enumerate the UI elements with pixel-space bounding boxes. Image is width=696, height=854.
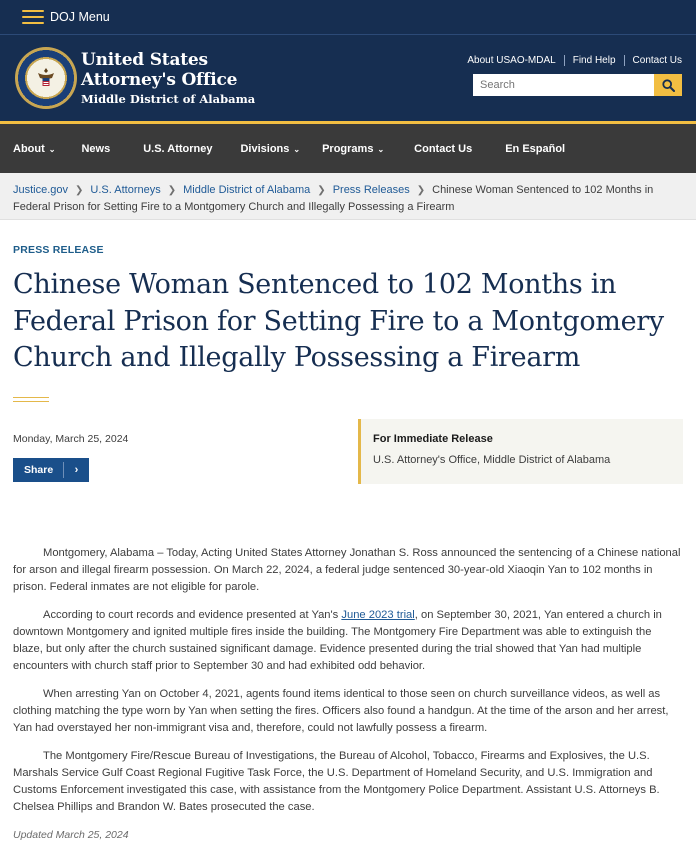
divider xyxy=(564,55,565,66)
search-icon xyxy=(662,79,675,92)
nav-item-divisions[interactable] xyxy=(240,143,300,155)
divider xyxy=(624,55,625,66)
office-name-line1: United States xyxy=(81,50,208,70)
updated-date: Updated March 25, 2024 xyxy=(13,828,129,841)
publish-date: Monday, March 25, 2024 xyxy=(13,432,129,445)
nav-item-about[interactable] xyxy=(13,143,55,155)
article-body xyxy=(13,545,683,816)
find-help-link[interactable]: Find Help xyxy=(572,55,616,66)
article-paragraph: Montgomery, Alabama – Today, Acting United States Attorney Jonathan S. Ross announced the sentencing of a Chinese national for arson and illegal firearm possession. On March 22, 2024, a federal judge sentenced 30-year-old Xiaoqin Yan to 102 months in prison. Federal inmates are not eligible for parole. xyxy=(13,546,681,593)
nav-item-label: News xyxy=(81,142,111,155)
doj-menu-button[interactable]: DOJ Menu xyxy=(50,10,110,24)
chevron-down-icon: ⌄ xyxy=(293,145,301,154)
nav-item-label: About xyxy=(13,142,45,155)
chevron-right-icon: ❯ xyxy=(75,185,84,196)
utility-links xyxy=(467,55,682,66)
paragraph-text: , on September 30, 2021, Yan entered a church in downtown Montgomery and ignited multiple fires inside the building. The Montgomery Fire Department was able to extinguish the blaze, but only after the church sustained significant damage. Evidence presented during the trial showed that Yan had multiple encounters with church staff prior to September 30 and had exhibited odd behavior. xyxy=(13,608,662,672)
nav-item-us-attorney[interactable] xyxy=(143,143,212,155)
breadcrumb-justice-gov[interactable]: Justice.gov xyxy=(13,184,69,196)
office-name-line3: Middle District of Alabama xyxy=(81,92,256,106)
breadcrumb-middle-district[interactable]: Middle District of Alabama xyxy=(183,184,311,196)
nav-item-label: En Español xyxy=(505,142,566,155)
breadcrumb-us-attorneys[interactable]: U.S. Attorneys xyxy=(90,184,161,196)
chevron-right-icon: ❯ xyxy=(167,185,177,196)
chevron-right-icon: › xyxy=(74,463,79,476)
nav-item-contact-us[interactable] xyxy=(414,143,472,155)
office-name[interactable] xyxy=(81,50,255,108)
nav-item-news[interactable] xyxy=(81,143,110,155)
article-paragraph xyxy=(13,607,683,675)
site-header xyxy=(0,34,696,121)
nav-item-programs[interactable] xyxy=(322,143,384,155)
about-usao-link[interactable]: About USAO-MDAL xyxy=(467,55,556,66)
release-info-box xyxy=(358,419,683,484)
share-button[interactable] xyxy=(13,458,89,482)
nav-item-label: Programs xyxy=(322,142,374,155)
june-2023-trial-link[interactable]: June 2023 trial xyxy=(341,608,415,621)
main-nav xyxy=(0,121,696,173)
office-name-line2: Attorney's Office xyxy=(81,70,238,90)
contact-us-link[interactable]: Contact Us xyxy=(632,55,682,66)
search-box xyxy=(473,74,682,96)
decorative-rule xyxy=(13,397,49,402)
breadcrumb-current: Chinese Woman Sentenced to 102 Months in Federal Prison for Setting Fire to a Montgomery Church and Illegally Possessing a Firearm xyxy=(13,184,654,213)
nav-item-label: Divisions xyxy=(240,142,290,155)
chevron-right-icon: ❯ xyxy=(416,185,426,196)
doj-seal-logo[interactable] xyxy=(15,47,77,109)
release-office: U.S. Attorney's Office, Middle District of Alabama xyxy=(373,453,611,466)
chevron-down-icon: ⌄ xyxy=(377,145,385,154)
page-title: Chinese Woman Sentenced to 102 Months in Federal Prison for Setting Fire to a Montgomery Church and Illegally Possessing a Firearm xyxy=(13,269,664,373)
main-content xyxy=(0,244,696,841)
search-input[interactable] xyxy=(473,74,654,96)
share-label: Share xyxy=(24,463,54,476)
search-button[interactable] xyxy=(654,74,682,96)
article-meta xyxy=(13,419,683,509)
hamburger-menu-icon[interactable] xyxy=(22,10,44,24)
doj-menu-bar xyxy=(0,0,696,34)
nav-item-label: U.S. Attorney xyxy=(143,142,213,155)
release-title: For Immediate Release xyxy=(373,432,493,445)
press-release-kicker: PRESS RELEASE xyxy=(13,244,104,256)
nav-item-en-espanol[interactable] xyxy=(505,143,565,155)
breadcrumb xyxy=(0,173,696,220)
chevron-down-icon: ⌄ xyxy=(48,145,56,154)
article-paragraph: When arresting Yan on October 4, 2021, agents found items identical to those seen on church surveillance videos, as well as clothing matching the type worn by Yan when setting the fires. Officers also found a handgun. At the time of the arson and her arrest, Yan had overstayed her non-immigrant visa and, therefore, could not lawfully possess a firearm. xyxy=(13,687,669,734)
breadcrumb-press-releases[interactable]: Press Releases xyxy=(332,184,410,196)
nav-item-label: Contact Us xyxy=(414,142,473,155)
eagle-icon xyxy=(37,67,55,89)
paragraph-text: According to court records and evidence presented at Yan's xyxy=(43,608,342,621)
article-paragraph: The Montgomery Fire/Rescue Bureau of Investigations, the Bureau of Alcohol, Tobacco, Firearms and Explosives, the U.S. Marshals Service Gulf Coast Regional Fugitive Task Force, the U.S. Department of Homeland Security, and U.S. Immigration and Customs Enforcement investigated this case, with assistance from the Montgomery Police Department. Assistant U.S. Attorneys B. Chelsea Phillips and Brandon W. Bates prosecuted the case. xyxy=(13,749,660,813)
chevron-right-icon: ❯ xyxy=(317,185,326,196)
